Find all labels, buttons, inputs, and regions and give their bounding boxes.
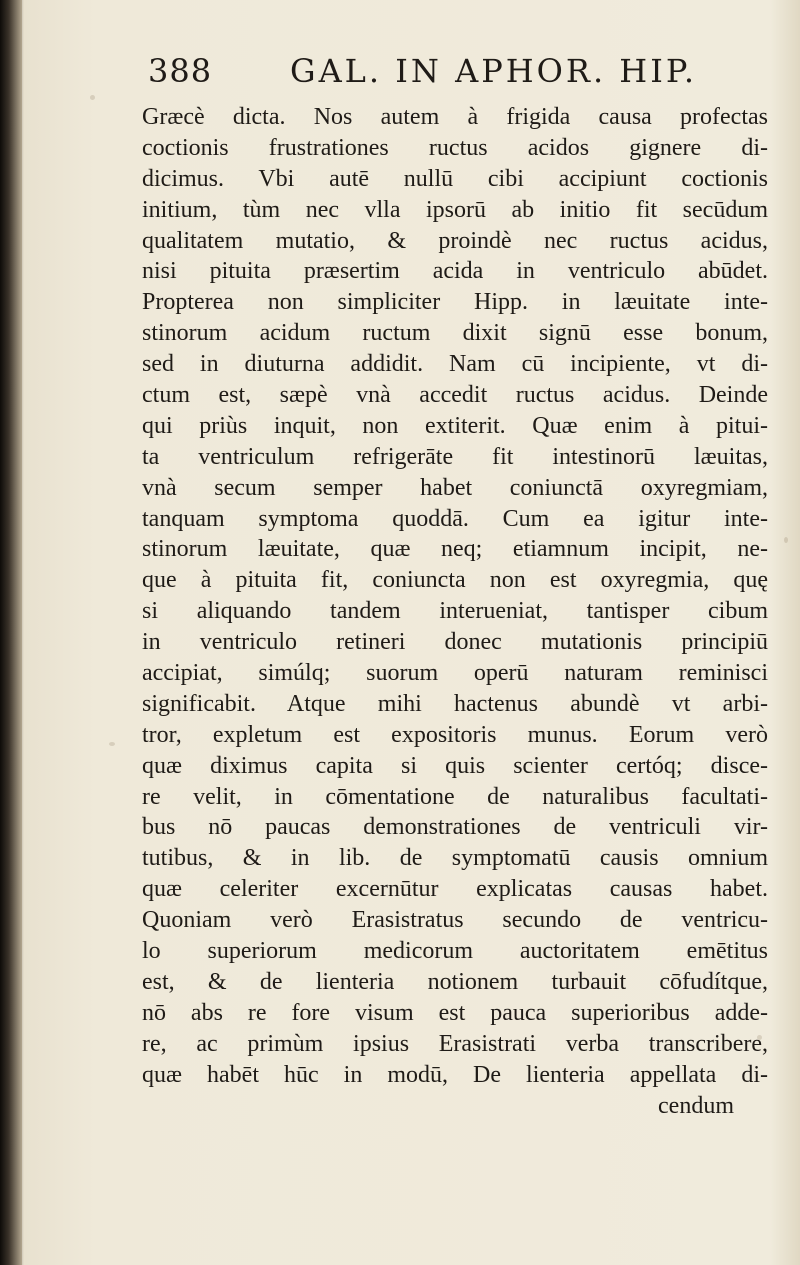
text-line: que à pituita fit, coniuncta non est oxyregmia, quę xyxy=(142,567,768,594)
text-line: initium, tùm nec vlla ipsorū ab initio fit secūdum xyxy=(142,196,768,223)
text-line: in ventriculo retineri donec mutationis principiū xyxy=(142,629,768,656)
text-line: tutibus, & in lib. de symptomatū causis omnium xyxy=(142,845,768,872)
text-line: stinorum acidum ructum dixit signū esse bonum, xyxy=(142,320,768,347)
page-number: 388 xyxy=(148,52,213,90)
text-line: lo superiorum medicorum auctoritatem emētitus xyxy=(142,938,768,965)
text-line: quæ habēt hūc in modū, De lienteria appellata di- xyxy=(142,1061,768,1088)
page-header xyxy=(148,52,708,94)
text-line: accipiat, simúlq; suorum operū naturam reminisci xyxy=(142,660,768,687)
text-line: vnà secum semper habet coniunctā oxyregmiam, xyxy=(142,474,768,501)
body-text xyxy=(142,102,768,1252)
text-line: tror, expletum est expositoris munus. Eorum verò xyxy=(142,721,768,748)
text-line: si aliquando tandem interueniat, tantisper cibum xyxy=(142,598,768,625)
text-line: qualitatem mutatio, & proindè nec ructus acidus, xyxy=(142,227,768,254)
catchword: cendum xyxy=(658,1092,734,1119)
text-line: tanquam symptoma quoddā. Cum ea igitur inte- xyxy=(142,505,768,532)
text-line: Quoniam verò Erasistratus secundo de ventricu- xyxy=(142,907,768,934)
text-line: quæ diximus capita si quis scienter certóq; disce- xyxy=(142,752,768,779)
text-line: Propterea non simpliciter Hipp. in læuitate inte- xyxy=(142,289,768,316)
text-line: ctum est, sæpè vnà accedit ructus acidus. Deinde xyxy=(142,382,768,409)
text-line: re, ac primùm ipsius Erasistrati verba transcribere, xyxy=(142,1030,768,1057)
text-line: Græcè dicta. Nos autem à frigida causa profectas xyxy=(142,104,768,130)
text-line: re velit, in cōmentatione de naturalibus facultati- xyxy=(142,783,768,810)
text-line: bus nō paucas demonstrationes de ventriculi vir- xyxy=(142,814,768,841)
running-head: GAL. IN APHOR. HIP. xyxy=(290,52,698,90)
text-line: stinorum læuitate, quæ neq; etiamnum incipit, ne- xyxy=(142,536,768,563)
text-line: coctionis frustrationes ructus acidos gignere di- xyxy=(142,134,768,161)
text-line: est, & de lienteria notionem turbauit cōfudítque, xyxy=(142,968,768,995)
text-line: qui priùs inquit, non extiterit. Quæ enim à pitui- xyxy=(142,412,768,439)
text-line: nisi pituita præsertim acida in ventriculo abūdet. xyxy=(142,258,768,285)
text-line: nō abs re fore visum est pauca superioribus adde- xyxy=(142,999,768,1026)
binding-gutter xyxy=(0,0,22,1265)
text-line: quæ celeriter excernūtur explicatas causas habet. xyxy=(142,876,768,903)
text-line: ta ventriculum refrigerāte fit intestinorū læuitas, xyxy=(142,443,768,470)
text-line: dicimus. Vbi autē nullū cibi accipiunt coctionis xyxy=(142,165,768,192)
text-line: sed in diuturna addidit. Nam cū incipiente, vt di- xyxy=(142,351,768,378)
text-line: significabit. Atque mihi hactenus abundè vt arbi- xyxy=(142,690,768,717)
